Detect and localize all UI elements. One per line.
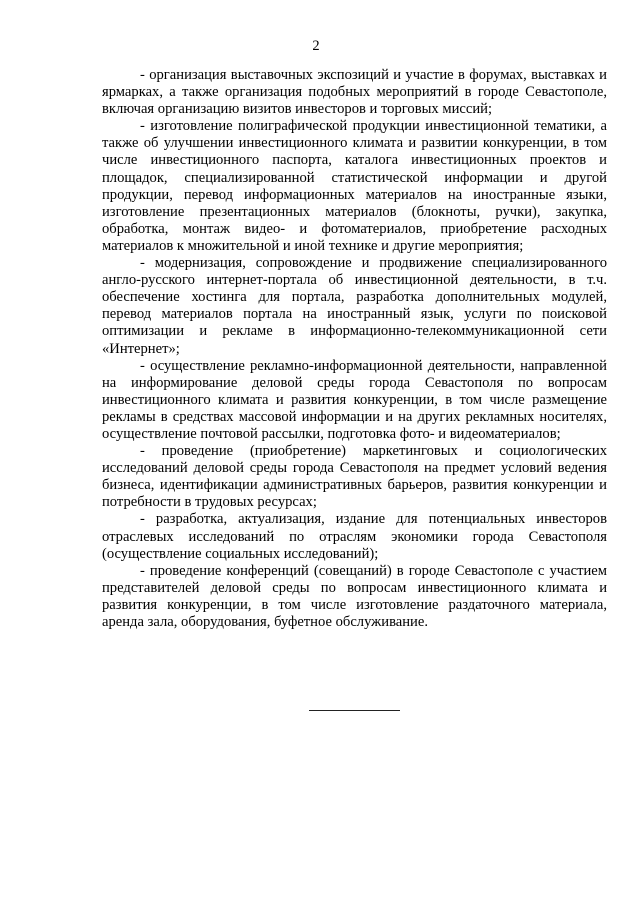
paragraph-internet-portal: - модернизация, сопровождение и продвижение специализированного англо-русского интернет-портала об инвестиционной деятельности, в т.ч. обеспечение хостинга для портала, разработка дополнительных модулей, перевод материалов портала на иностранный язык, услуги по поисковой оптимизации и рекламе в информационно-телекоммуникационной сети «Интернет»; — [102, 255, 607, 357]
page-number: 2 — [312, 38, 320, 54]
document-body — [102, 67, 607, 631]
paragraph-conferences: - проведение конференций (совещаний) в городе Севастополе с участием представителей деловой среды по вопросам инвестиционного климата и развития конкуренции, в том числе изготовление раздаточного материала, аренда зала, оборудования, буфетное обслуживание. — [102, 562, 607, 630]
paragraph-printed-materials: - изготовление полиграфической продукции инвестиционной тематики, а также об улучшении инвестиционного климата и развитии конкуренции, в том числе инвестиционного паспорта, каталога инвестиционных проектов и площадок, специализированной статистической информации и другой продукции, перевод информационных материалов на иностранные языки, изготовление презентационных материалов (блокноты, ручки), закупка, обработка, монтаж видео- и фотоматериалов, приобретение расходных материалов к множительной и иной технике и другие мероприятия; — [102, 118, 607, 254]
paragraph-exhibitions: - организация выставочных экспозиций и участие в форумах, выставках и ярмарках, а также организация подобных мероприятий в городе Севастополе, включая организацию визитов инвесторов и торговых миссий; — [102, 67, 607, 118]
end-of-text-rule — [309, 710, 400, 711]
paragraph-marketing-research: - проведение (приобретение) маркетинговых и социологических исследований деловой среды города Севастополя на предмет условий ведения бизнеса, идентификации административных барьеров, развития конкуренции и потребности в трудовых ресурсах; — [102, 443, 607, 511]
paragraph-advertising: - осуществление рекламно-информационной деятельности, направленной на информирование деловой среды города Севастополя по вопросам инвестиционного климата и развития конкуренции, в том числе размещение рекламы в средствах массовой информации и на других рекламных носителях, осуществление почтовой рассылки, подготовка фото- и видеоматериалов; — [102, 357, 607, 442]
paragraph-industry-studies: - разработка, актуализация, издание для потенциальных инвесторов отраслевых исследований по отраслям экономики города Севастополя (осуществление социальных исследований); — [102, 511, 607, 562]
